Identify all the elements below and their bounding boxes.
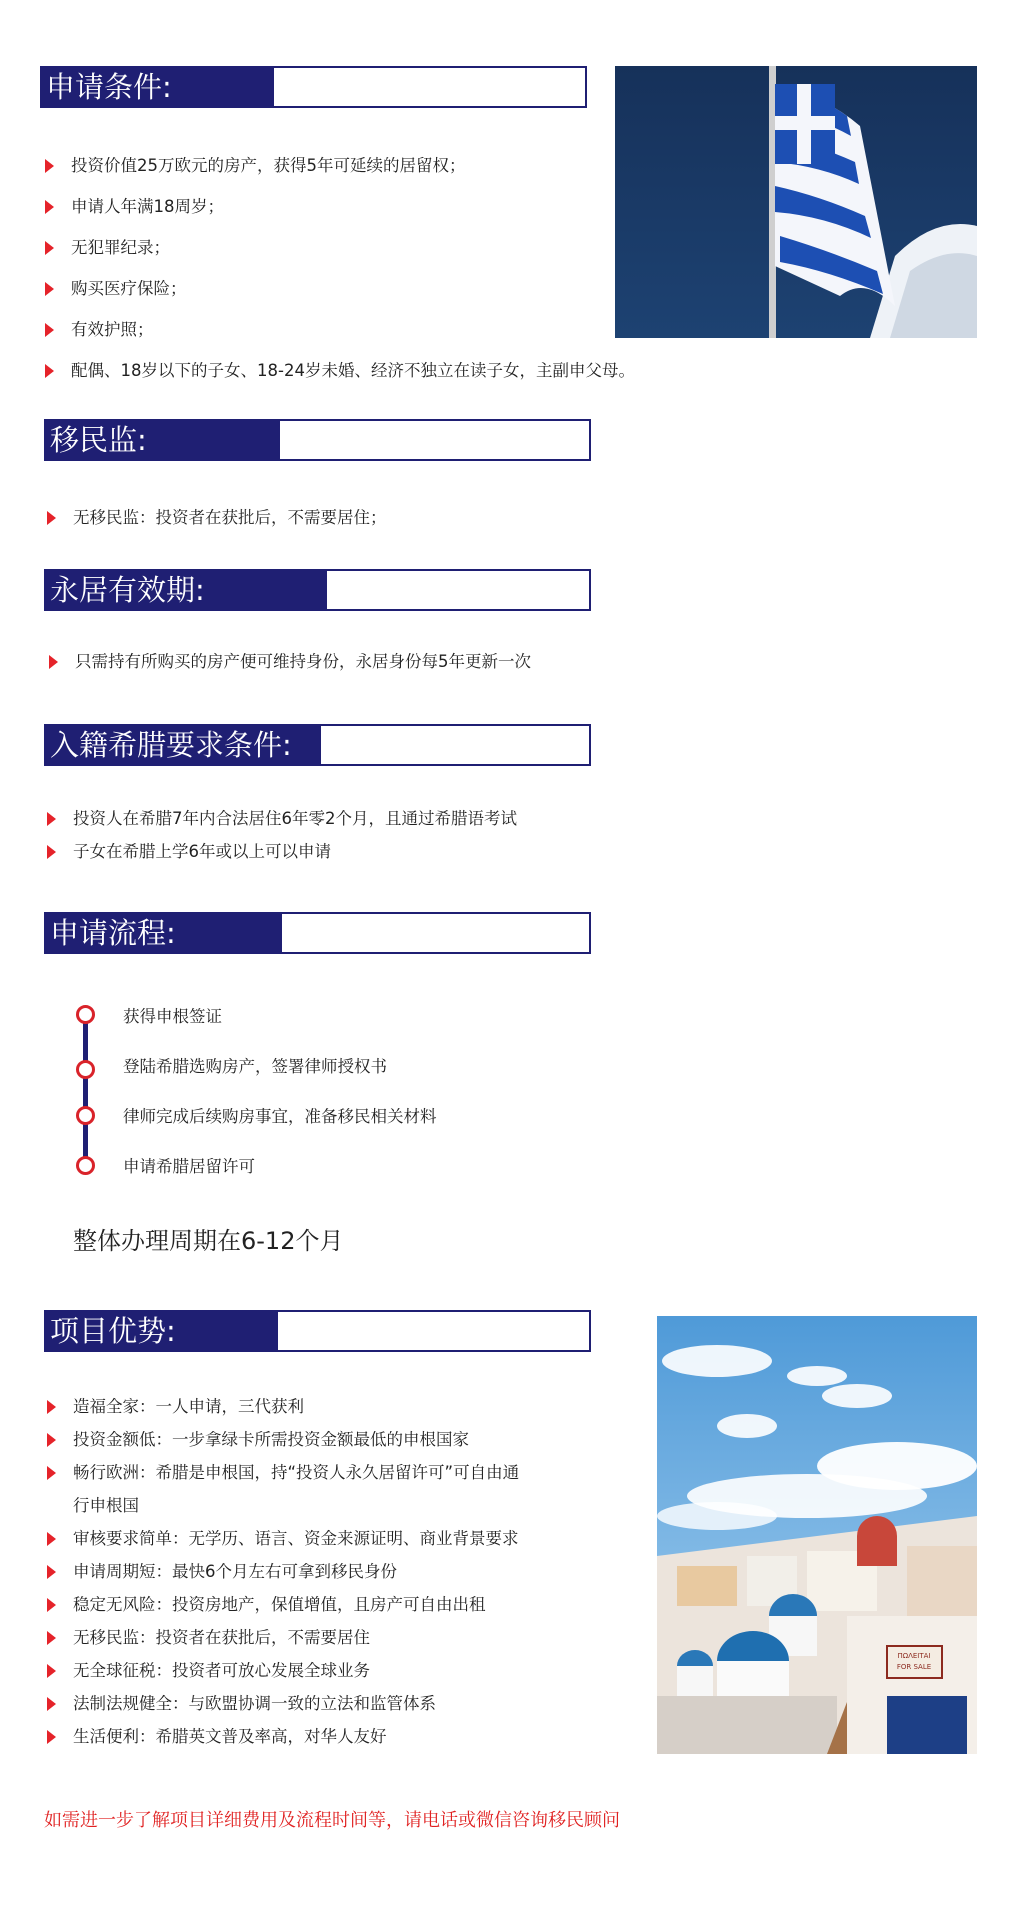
- bullet-arrow-icon: [47, 1730, 56, 1744]
- bullet-arrow-icon: [45, 364, 54, 378]
- bullet-arrow-icon: [45, 159, 54, 173]
- bullet-arrow-icon: [47, 1400, 56, 1414]
- bullet-arrow-icon: [45, 241, 54, 255]
- timeline-line: [83, 1014, 88, 1164]
- supervision-title: 移民监:: [46, 421, 280, 459]
- process-step: 登陆希腊选购房产，签署律师授权书: [123, 1057, 387, 1076]
- supervision-header: [44, 419, 591, 461]
- conditions-title: 申请条件:: [42, 68, 274, 106]
- bullet-arrow-icon: [47, 1565, 56, 1579]
- bullet-arrow-icon: [47, 1433, 56, 1447]
- process-step: 申请希腊居留许可: [123, 1157, 255, 1176]
- citizenship-header: [44, 724, 591, 766]
- bullet-arrow-icon: [47, 511, 56, 525]
- bullet-arrow-icon: [47, 812, 56, 826]
- step-dot-icon: [76, 1156, 95, 1175]
- advantages-title: 项目优势:: [46, 1312, 278, 1350]
- process-header: [44, 912, 591, 954]
- bullet-arrow-icon: [45, 200, 54, 214]
- bullet-arrow-icon: [47, 1631, 56, 1645]
- bullet-arrow-icon: [45, 323, 54, 337]
- footer-note: 如需进一步了解项目详细费用及流程时间等，请电话或微信咨询移民顾问: [44, 1810, 620, 1831]
- step-dot-icon: [76, 1005, 95, 1024]
- process-step: 律师完成后续购房事宜，准备移民相关材料: [123, 1107, 437, 1126]
- step-dot-icon: [76, 1060, 95, 1079]
- bullet-arrow-icon: [47, 1664, 56, 1678]
- santorini-photo: [657, 1316, 977, 1754]
- bullet-arrow-icon: [47, 845, 56, 859]
- sign-line-2: FOR SALE: [896, 1663, 932, 1671]
- advantages-header: [44, 1310, 591, 1352]
- conditions-header: [40, 66, 587, 108]
- bullet-arrow-icon: [47, 1697, 56, 1711]
- process-title: 申请流程:: [46, 914, 282, 952]
- bullet-arrow-icon: [47, 1532, 56, 1546]
- sign-line-1: ΠΩΛΕΙΤΑΙ: [897, 1652, 931, 1660]
- greek-flag-photo: [615, 66, 977, 338]
- process-step: 获得申根签证: [123, 1007, 222, 1026]
- validity-header: [44, 569, 591, 611]
- bullet-arrow-icon: [47, 1598, 56, 1612]
- process-duration: 整体办理周期在6-12个月: [73, 1227, 344, 1255]
- bullet-arrow-icon: [49, 655, 58, 669]
- bullet-arrow-icon: [45, 282, 54, 296]
- validity-title: 永居有效期:: [46, 571, 327, 609]
- step-dot-icon: [76, 1106, 95, 1125]
- citizenship-title: 入籍希腊要求条件:: [46, 726, 321, 764]
- bullet-arrow-icon: [47, 1466, 56, 1480]
